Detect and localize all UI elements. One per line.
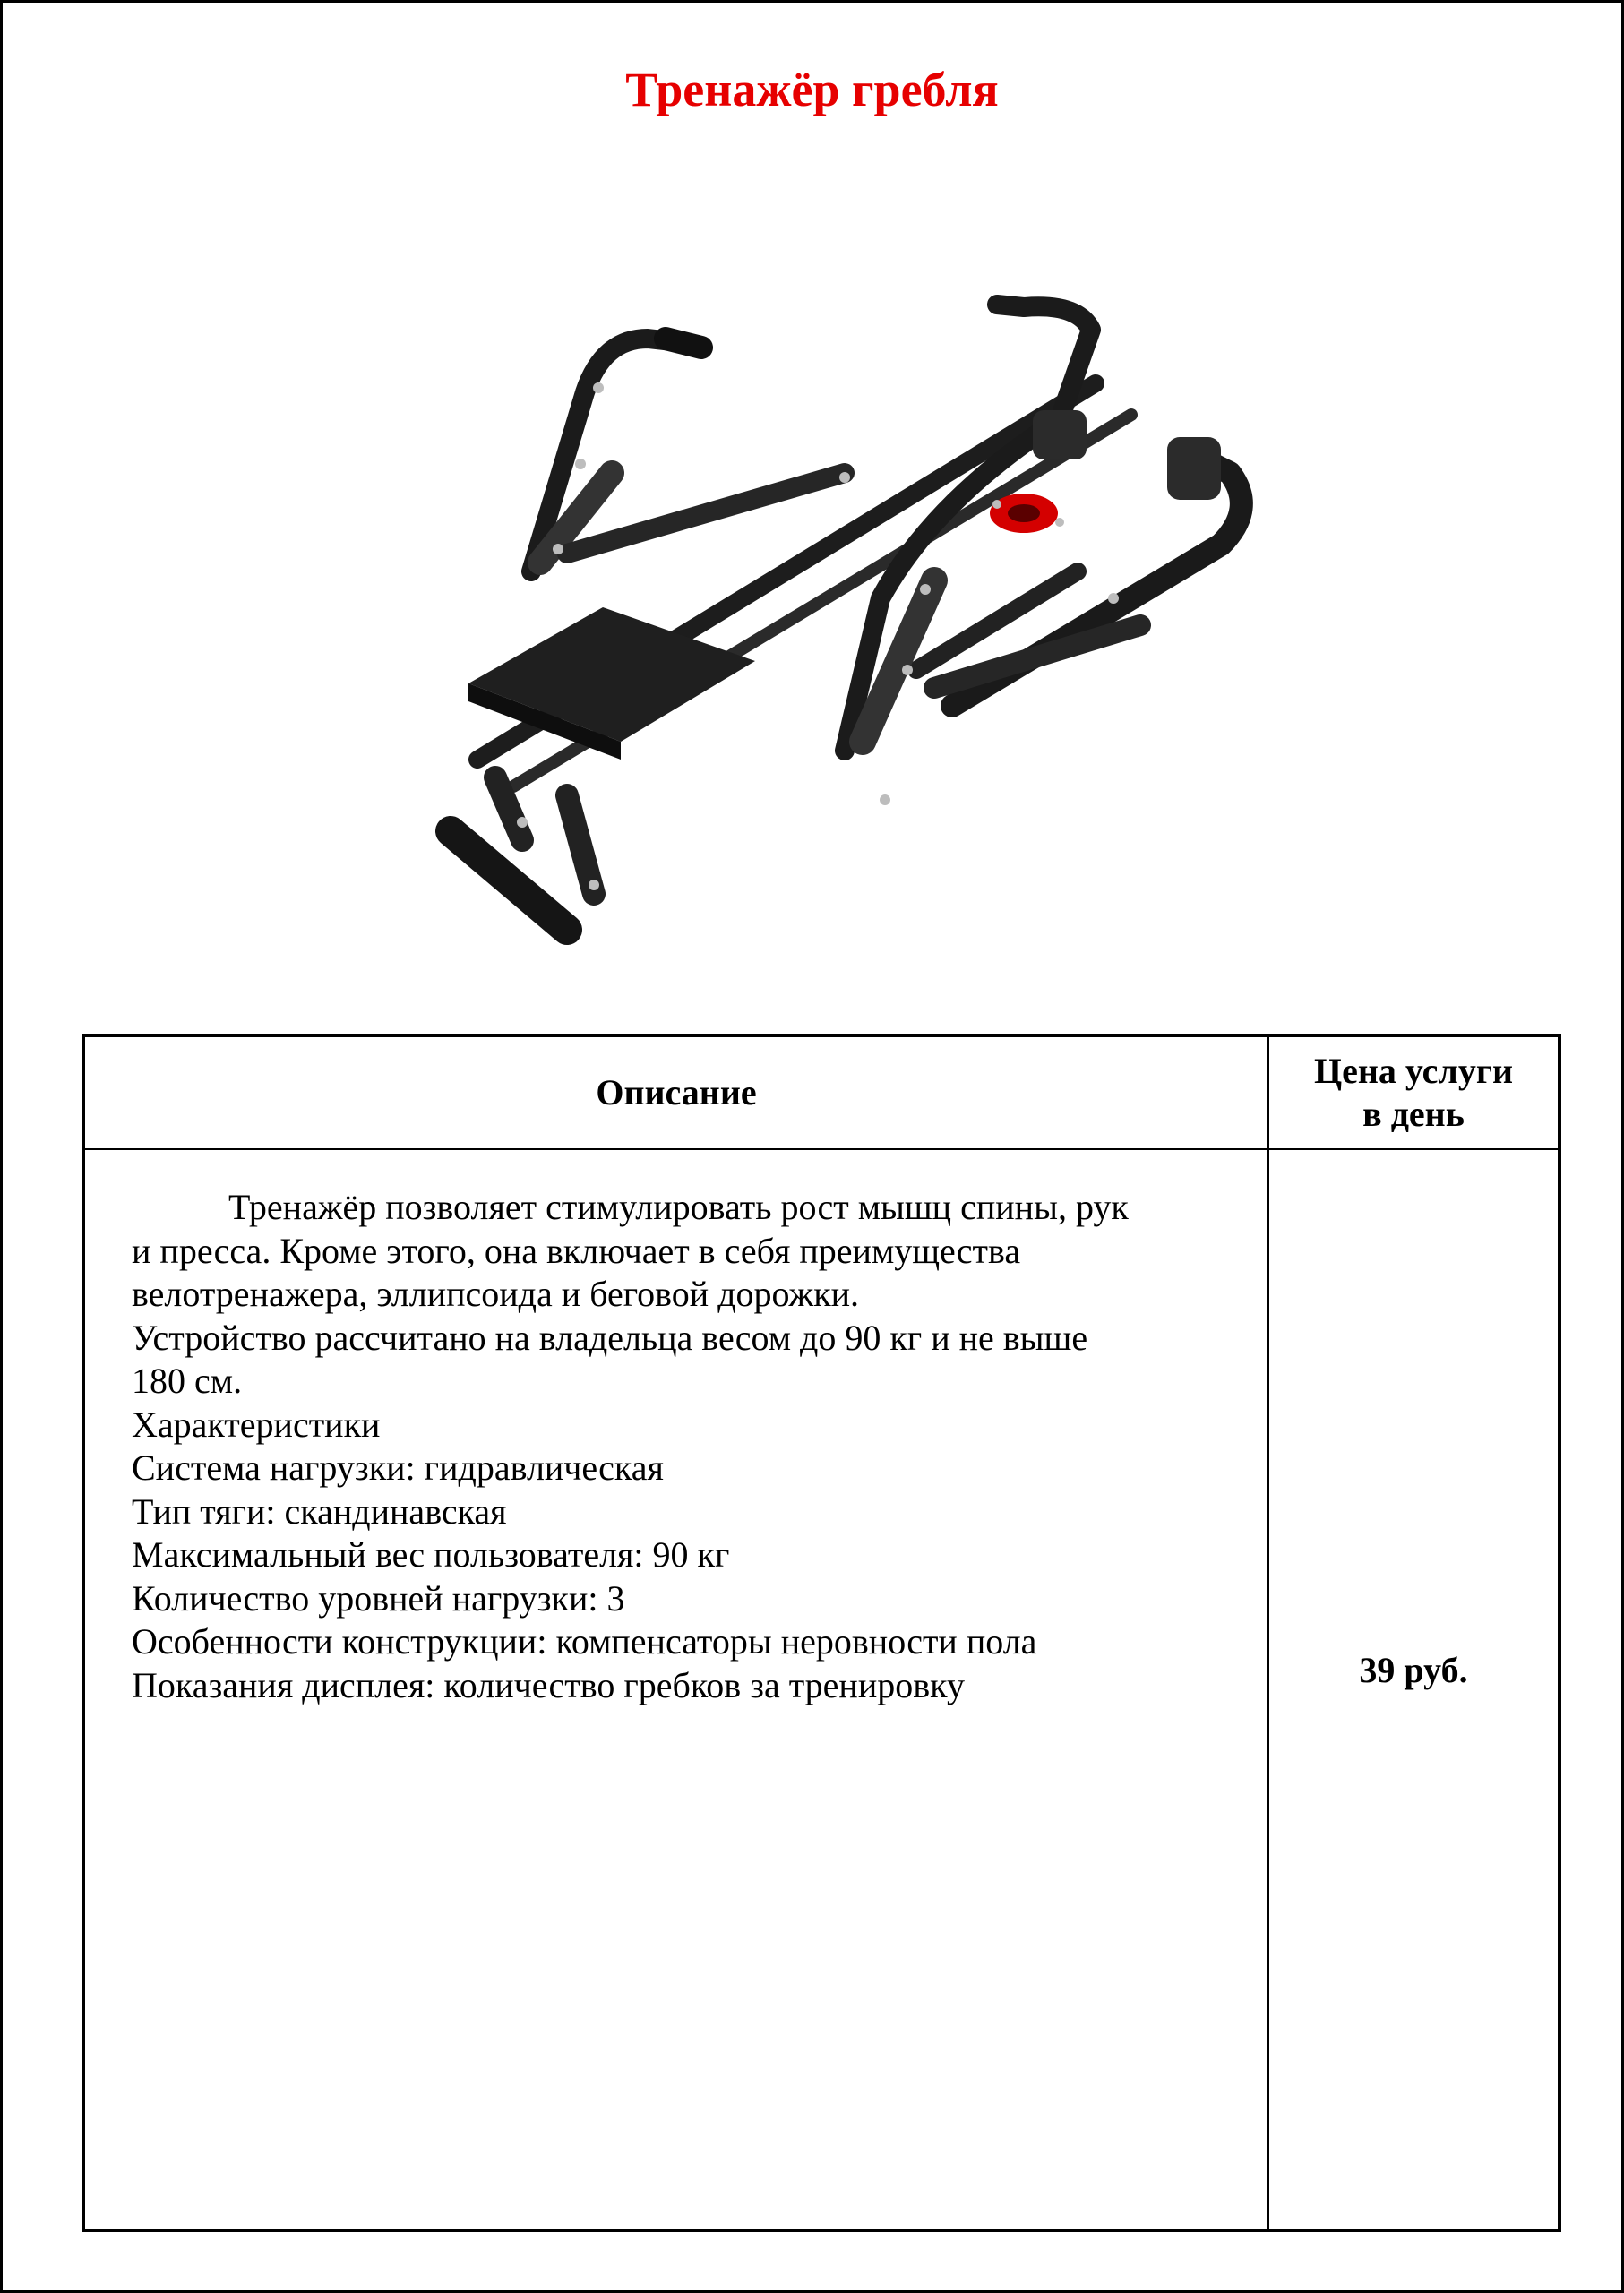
- header-price-line1: Цена услуги: [1313, 1051, 1514, 1091]
- description-text: [132, 1186, 1224, 1707]
- rowing-machine-image: [379, 204, 1275, 975]
- description-line: Показания дисплея: количество гребков за тренировку: [132, 1664, 965, 1705]
- description-line: велотренажера, эллипсоида и беговой дорожки.: [132, 1274, 860, 1314]
- description-line: Количество уровней нагрузки: 3: [132, 1577, 625, 1619]
- description-line: 180 см.: [132, 1361, 243, 1401]
- description-line: и пресса. Кроме этого, она включает в себя преимущества: [132, 1230, 1021, 1271]
- header-divider: [85, 1148, 1558, 1150]
- page-title: Тренажёр гребля: [625, 63, 999, 116]
- description-line: Особенности конструкции: компенсаторы неровности пола: [132, 1621, 1037, 1662]
- header-price-line2: в день: [1362, 1094, 1465, 1134]
- column-divider: [1267, 1037, 1269, 2229]
- description-line: Максимальный вес пользователя: 90 кг: [132, 1534, 730, 1575]
- price-value: 39 руб.: [1359, 1650, 1468, 1690]
- description-line: Тренажёр позволяет стимулировать рост мышц спины, рук: [228, 1187, 1129, 1227]
- description-line: Характеристики: [132, 1404, 381, 1445]
- description-line: Тип тяги: скандинавская: [132, 1490, 507, 1532]
- header-description: Описание: [596, 1072, 757, 1112]
- header-price: [1269, 1037, 1558, 1148]
- description-table: [82, 1034, 1561, 2232]
- description-line: Устройство рассчитано на владельца весом до 90 кг и не выше: [132, 1317, 1088, 1358]
- description-line: Система нагрузки: гидравлическая: [132, 1447, 664, 1488]
